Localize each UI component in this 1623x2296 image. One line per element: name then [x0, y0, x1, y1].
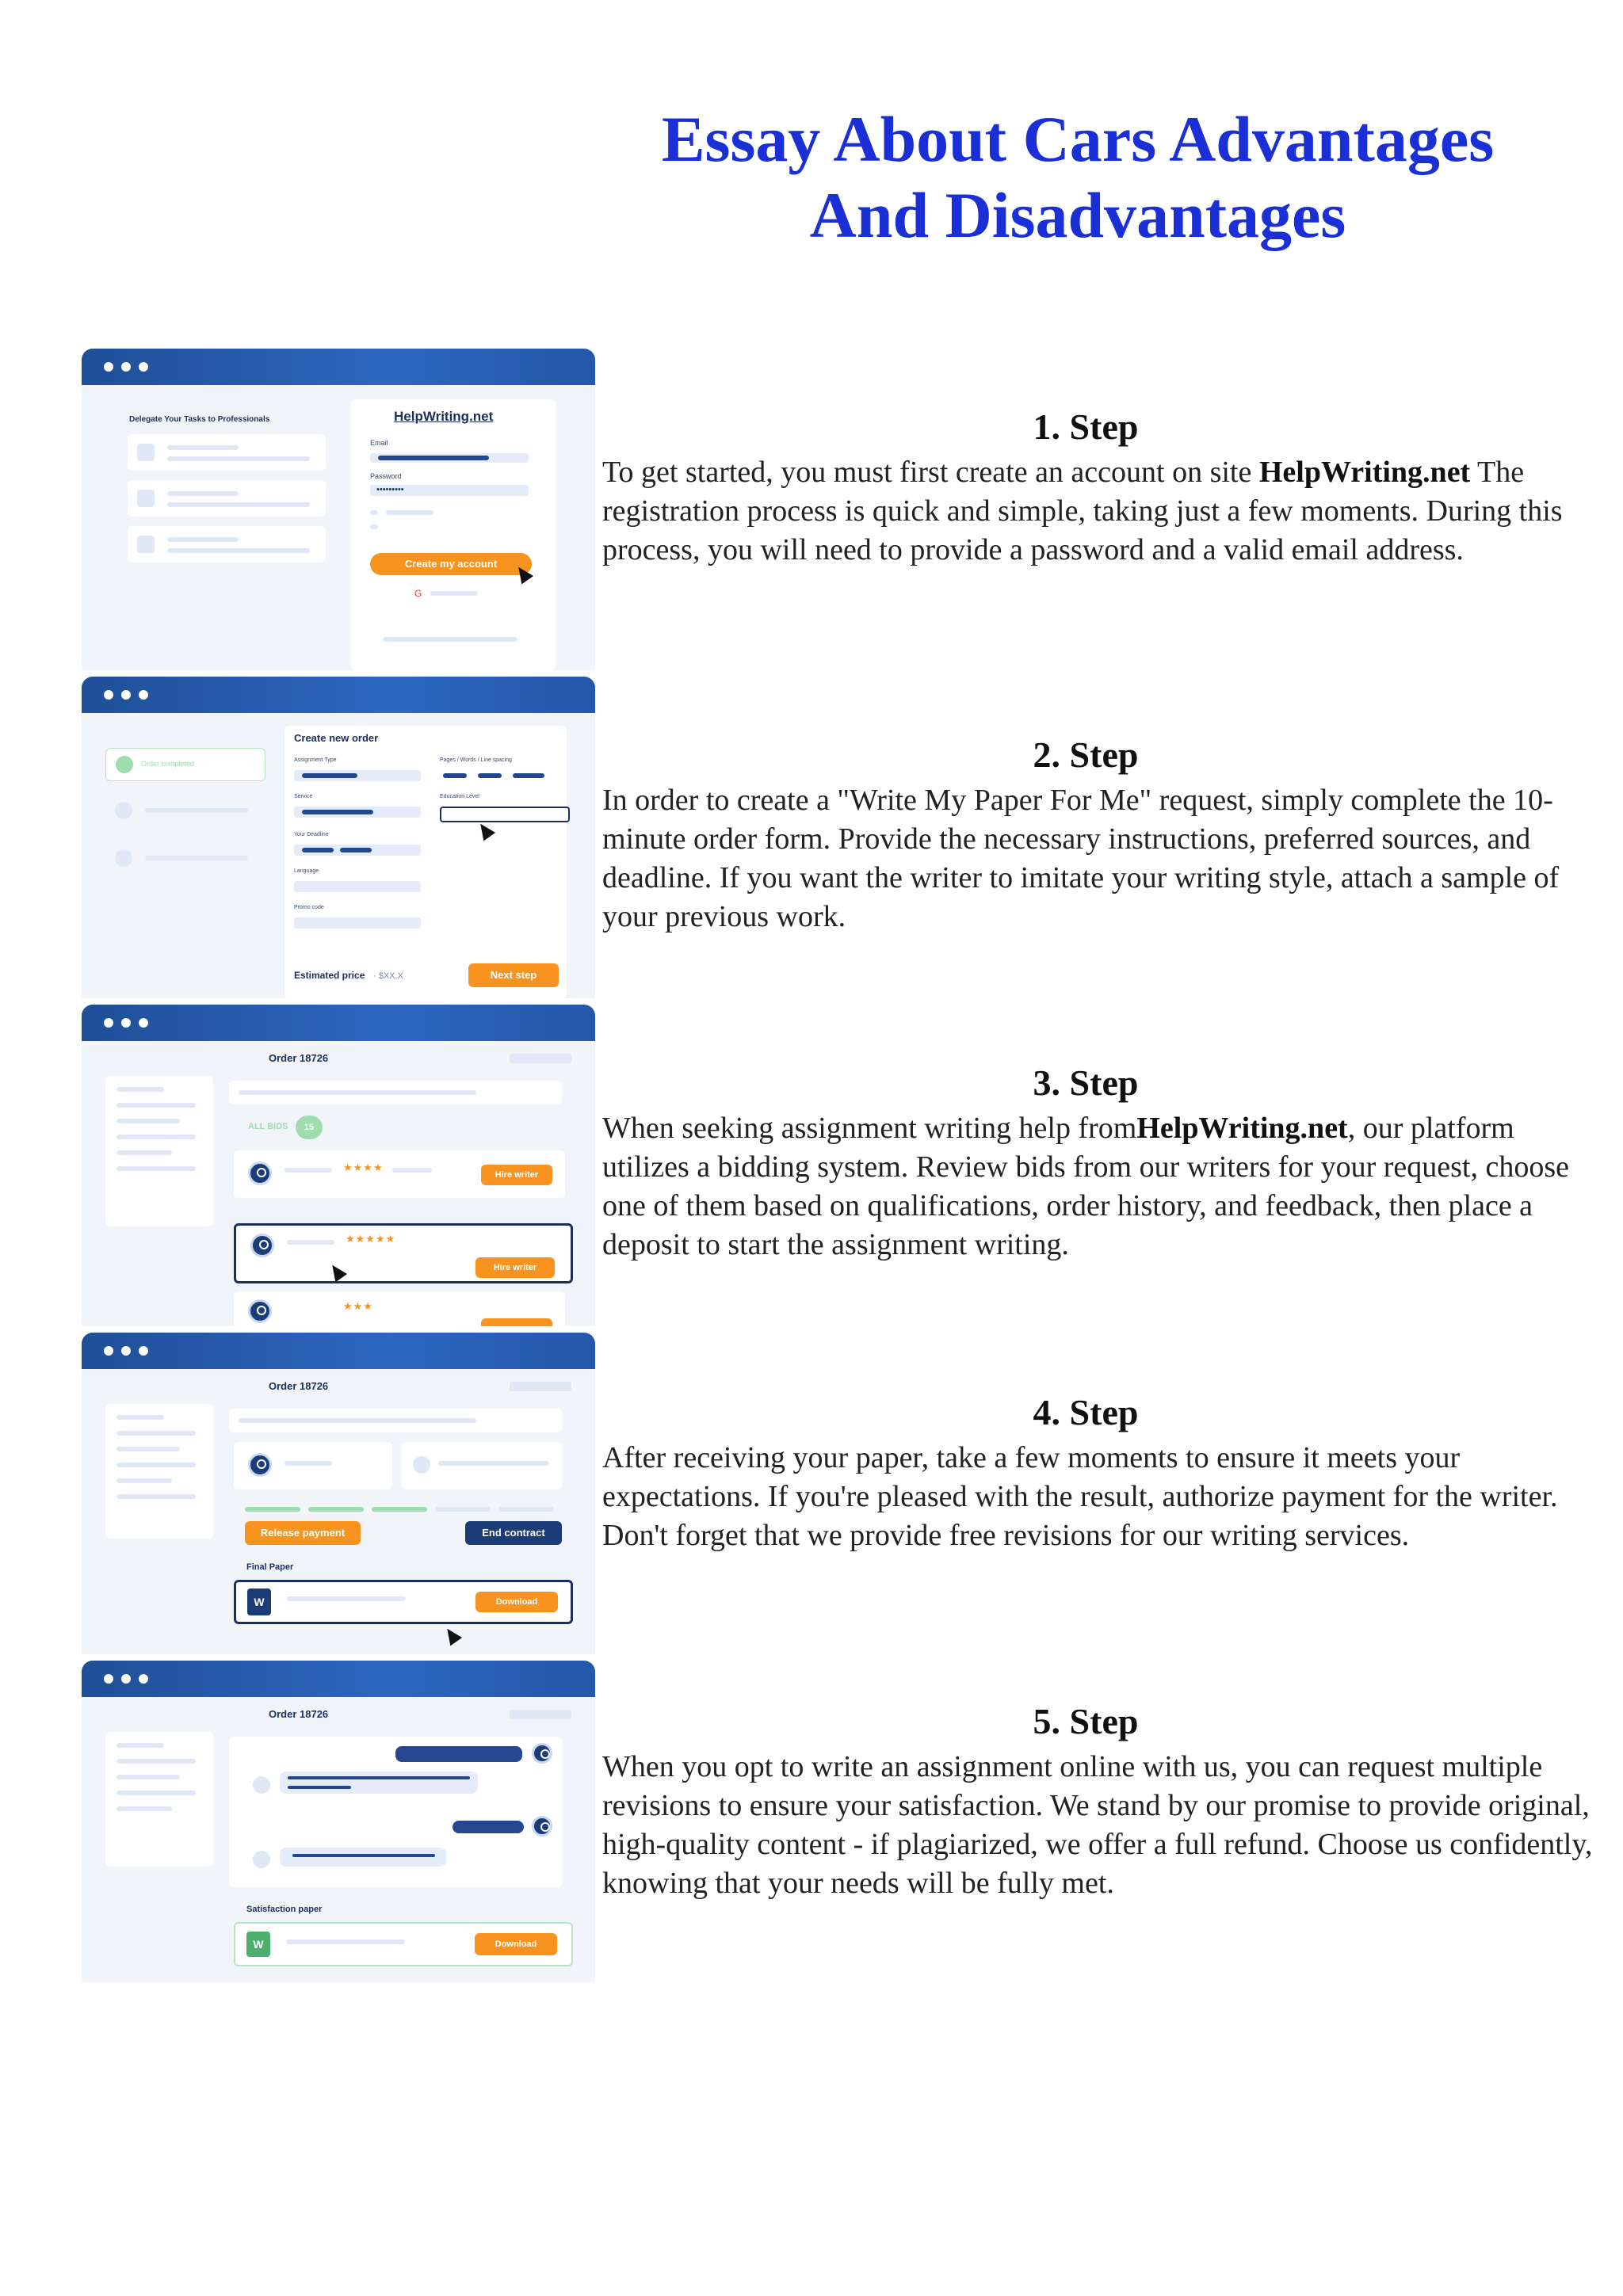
window-dot-icon	[104, 362, 113, 372]
assignment-type-label: Assignment Type	[294, 757, 337, 763]
browser-bar	[82, 677, 595, 713]
page-title	[602, 101, 1553, 254]
signup-screenshot	[82, 349, 595, 670]
final-paper-label: Final Paper	[246, 1562, 294, 1572]
order-title: Order 18726	[269, 1052, 329, 1064]
writer-avatar	[248, 1453, 272, 1477]
rating-stars-icon: ★★★★	[343, 1162, 384, 1174]
bidding-screenshot	[82, 1005, 595, 1326]
step-3-text-end: , our platform utilizes a bidding system. Review bids from our writers for your request, choose one of them based on qualifications, order history, and feedback, then place a deposit to start the assignment writing.	[602, 1112, 1569, 1261]
step-4-title: 4. Step	[1033, 1392, 1139, 1432]
step-1-title: 1. Step	[1033, 406, 1139, 447]
order-sidebar	[105, 1732, 213, 1867]
window-dot-icon	[121, 1674, 131, 1684]
order-form-screenshot	[82, 677, 595, 998]
chat-thread	[229, 1737, 562, 1887]
all-bids-label: ALL BIDS	[248, 1122, 288, 1131]
estimated-price-value: · $XX.X	[373, 971, 403, 981]
order-summary	[229, 1081, 562, 1104]
browser-bar	[82, 1661, 595, 1697]
sidebar-step-label: Order completed	[141, 760, 195, 768]
word-file-icon: W	[247, 1589, 271, 1615]
next-step-button[interactable]: Next step	[468, 963, 559, 987]
release-payment-button[interactable]: Release payment	[245, 1521, 361, 1545]
window-dot-icon	[104, 1346, 113, 1356]
page-title-line-1: Essay About Cars Advantages	[661, 103, 1495, 175]
window-dot-icon	[139, 1674, 148, 1684]
payment-screenshot	[82, 1333, 595, 1654]
order-title: Order 18726	[269, 1380, 329, 1392]
browser-bar	[82, 349, 595, 385]
window-dot-icon	[139, 362, 148, 372]
hire-writer-button[interactable]	[481, 1318, 552, 1326]
bid-count-badge: 15	[296, 1116, 323, 1139]
feature-card	[128, 480, 326, 517]
download-button[interactable]: Download	[475, 1592, 558, 1612]
education-field[interactable]	[440, 807, 570, 822]
details-card	[402, 1442, 562, 1489]
sidebar-step-icon	[115, 802, 132, 819]
estimated-price-label: Estimated price	[294, 970, 365, 981]
language-field[interactable]	[294, 881, 421, 892]
step-2-text: In order to create a "Write My Paper For Me" request, simply complete the 10-minute order form. Provide the necessary instructions, preferred sources, and deadline. If you want the writer to imitate your writing style, attach a sample of your previous work.	[602, 784, 1560, 933]
cursor-icon	[441, 1625, 462, 1646]
window-dot-icon	[121, 362, 131, 372]
step-3-text-start: When seeking assignment writing help from	[602, 1112, 1137, 1145]
window-dot-icon	[139, 1018, 148, 1028]
step-5-title: 5. Step	[1033, 1701, 1139, 1741]
step-1-text-start: To get started, you must first create an account on site	[602, 456, 1259, 489]
step-1-text-end: The registration process is quick and simple, taking just a few moments. During this process, you will need to provide a password and a valid email address.	[602, 456, 1563, 566]
window-dot-icon	[139, 690, 148, 700]
window-dot-icon	[104, 690, 113, 700]
hire-writer-button[interactable]: Hire writer	[481, 1165, 552, 1185]
user-avatar	[532, 1816, 552, 1836]
create-account-button[interactable]: Create my account	[370, 553, 532, 575]
page-title-line-2: And Disadvantages	[809, 179, 1346, 251]
window-dot-icon	[121, 1018, 131, 1028]
step-2-title: 2. Step	[1033, 734, 1139, 775]
final-paper-file[interactable]	[234, 1580, 573, 1624]
writer-avatar	[248, 1299, 272, 1323]
window-dot-icon	[121, 1346, 131, 1356]
window-dot-icon	[104, 1674, 113, 1684]
step-3-title: 3. Step	[1033, 1062, 1139, 1103]
sidebar-step[interactable]	[105, 748, 265, 781]
google-icon[interactable]: G	[414, 588, 422, 599]
writer-avatar	[250, 1234, 274, 1257]
browser-bar	[82, 1333, 595, 1369]
feature-card	[128, 434, 326, 471]
window-dot-icon	[121, 690, 131, 700]
order-form	[285, 726, 567, 998]
feature-card	[128, 526, 326, 563]
end-contract-button[interactable]: End contract	[465, 1521, 562, 1545]
order-sidebar	[105, 1404, 213, 1539]
promo-field[interactable]	[294, 917, 421, 929]
bid-card-selected[interactable]	[234, 1223, 573, 1283]
bid-card[interactable]	[234, 1150, 565, 1198]
order-sidebar	[105, 1076, 213, 1226]
education-label: Education Level	[440, 794, 479, 799]
cursor-icon	[475, 820, 495, 841]
pages-label: Pages / Words / Line spacing	[440, 757, 512, 763]
chat-bubble	[395, 1746, 522, 1762]
order-form-heading: Create new order	[294, 732, 379, 744]
brand-logo: HelpWriting.net	[394, 409, 494, 424]
window-dot-icon	[104, 1018, 113, 1028]
password-label: Password	[370, 472, 402, 480]
writer-avatar	[248, 1161, 272, 1185]
satisfaction-paper-label: Satisfaction paper	[246, 1905, 323, 1914]
window-dot-icon	[139, 1346, 148, 1356]
deadline-label: Your Deadline	[294, 832, 329, 837]
revisions-screenshot	[82, 1661, 595, 1982]
step-1-text	[602, 453, 1593, 570]
email-label: Email	[370, 439, 388, 447]
user-avatar	[532, 1743, 552, 1764]
order-summary	[229, 1409, 562, 1432]
file-icon: W	[246, 1932, 270, 1957]
service-label: Service	[294, 794, 313, 799]
chat-bubble	[280, 1772, 478, 1794]
chat-bubble	[453, 1821, 524, 1833]
hire-writer-button[interactable]: Hire writer	[475, 1257, 555, 1278]
download-button[interactable]: Download	[475, 1933, 557, 1955]
writer-card	[234, 1442, 392, 1489]
step-5-text: When you opt to write an assignment online with us, you can request multiple revisions to ensure your satisfaction. We stand by our promise to provide original, high-quality content - if plagiarized, we offer a full refund. Choose us confidently, knowing that your needs will be fully met.	[602, 1750, 1593, 1900]
signup-form	[351, 399, 556, 670]
browser-bar	[82, 1005, 595, 1041]
delegate-heading: Delegate Your Tasks to Professionals	[129, 415, 270, 424]
step-4-text: After receiving your paper, take a few moments to ensure it meets your expectations. If you're pleased with the result, authorize payment for the writer. Don't forget that we provide free revisions for our writing services.	[602, 1441, 1558, 1552]
cursor-icon	[327, 1261, 347, 1283]
rating-stars-icon: ★★★★★	[346, 1234, 396, 1245]
chat-bubble	[280, 1848, 446, 1867]
password-value: •••••••••	[376, 485, 404, 494]
sidebar-step-icon	[115, 849, 132, 867]
promo-label: Promo code	[294, 905, 324, 910]
helpwriting-link[interactable]: HelpWriting.net	[1136, 1112, 1348, 1145]
rating-stars-icon: ★★★	[343, 1301, 373, 1313]
bid-card[interactable]	[234, 1291, 565, 1326]
satisfaction-paper-file[interactable]	[234, 1922, 573, 1966]
helpwriting-link[interactable]: HelpWriting.net	[1258, 456, 1471, 489]
step-3-text	[602, 1109, 1593, 1264]
order-title: Order 18726	[269, 1708, 329, 1720]
language-label: Language	[294, 868, 319, 874]
